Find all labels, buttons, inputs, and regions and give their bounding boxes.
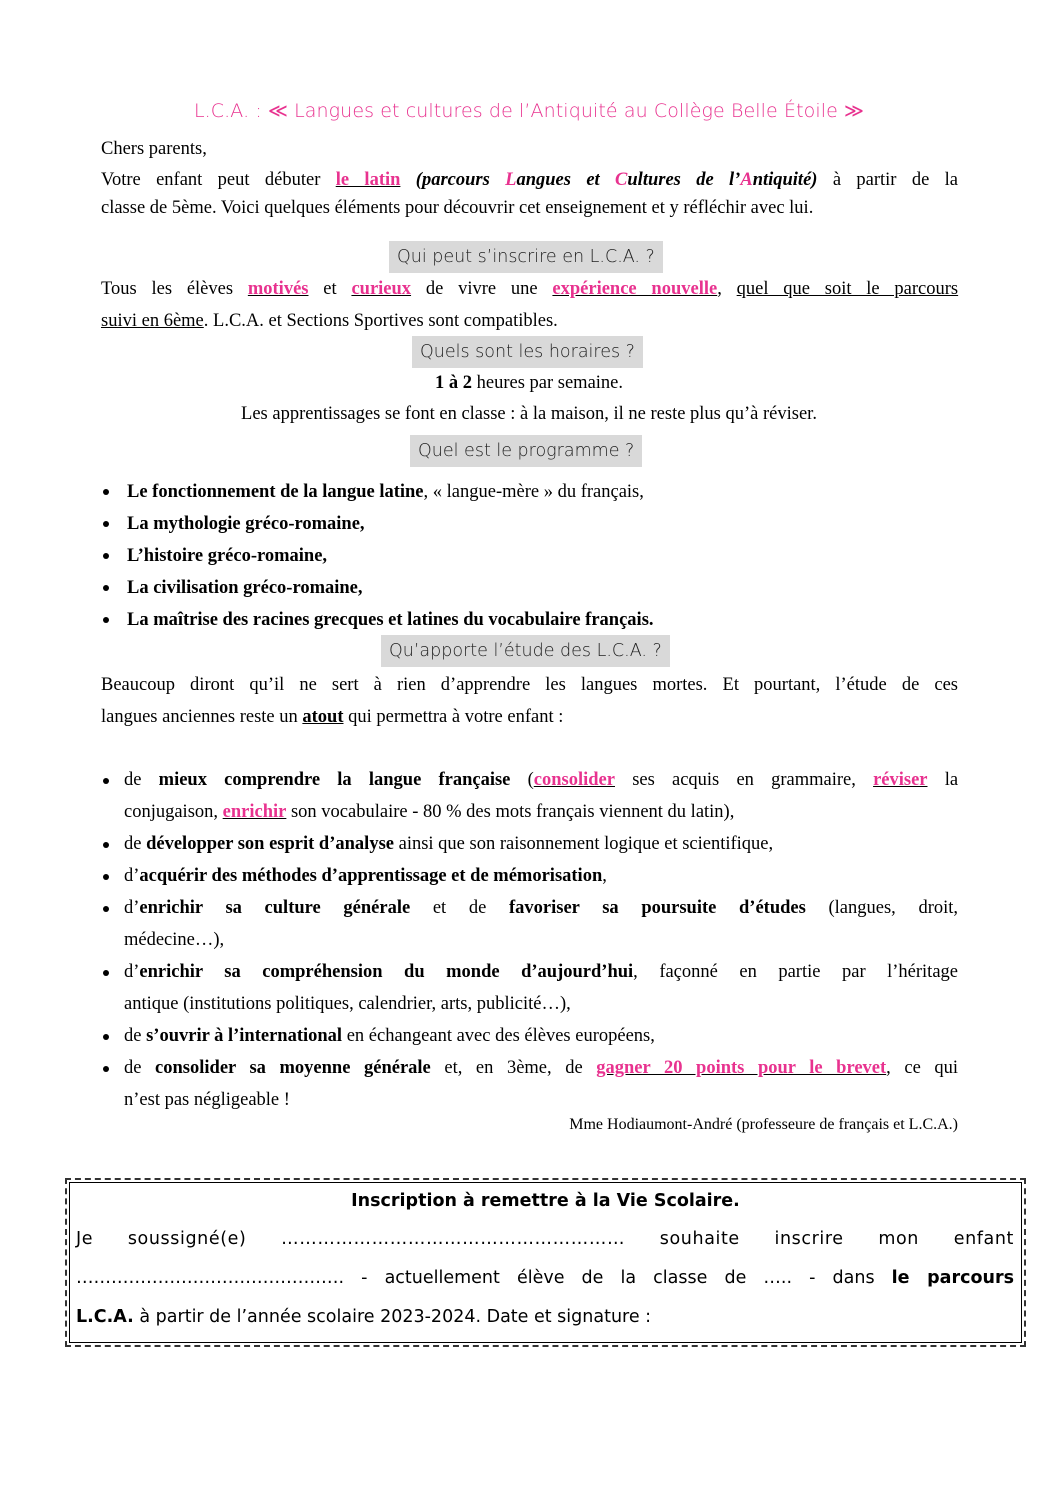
bullet-icon [103, 553, 109, 559]
hours-line-2: Les apprentissages se font en classe : à la maison, il ne reste plus qu’à réviser. [241, 404, 817, 424]
form-line-3: L.C.A. à partir de l’année scolaire 2023-2024. Date et signature : [76, 1307, 652, 1327]
bullet-icon [103, 521, 109, 527]
benefit-item-cont: antique (institutions politiques, calendrier, arts, publicité…), [124, 994, 571, 1014]
section-heading-hours: Quels sont les horaires ? [412, 336, 643, 368]
form-line-1[interactable]: Je soussigné(e) ………………………………………………… souhaite inscrire mon enfant [76, 1229, 1014, 1249]
section-heading-benefits: Qu’apporte l’étude des L.C.A. ? [381, 635, 670, 667]
name-field-dots[interactable]: ………………………………………………… [281, 1229, 626, 1249]
program-item: Le fonctionnement de la langue latine, « langue-mère » du français, [127, 482, 644, 502]
bullet-icon [103, 585, 109, 591]
benefit-item: de s’ouvrir à l’international en échangeant avec des élèves européens, [124, 1026, 655, 1046]
benefit-item-cont: médecine…), [124, 930, 225, 950]
program-item: La mythologie gréco-romaine, [127, 514, 365, 534]
bullet-icon [103, 842, 109, 848]
program-item: L’histoire gréco-romaine, [127, 546, 328, 566]
program-item: La civilisation gréco-romaine, [127, 578, 363, 598]
bullet-icon [103, 778, 109, 784]
bullet-icon [103, 1066, 109, 1072]
bullet-icon [103, 489, 109, 495]
bullet-icon [103, 874, 109, 880]
bullet-icon [103, 1034, 109, 1040]
benefit-item-cont: conjugaison, enrichir son vocabulaire - 80 % des mots français viennent du latin), [124, 802, 735, 822]
section-heading-program: Quel est le programme ? [410, 435, 642, 467]
form-line-2[interactable]: ………………………………………. - actuellement élève de la classe de ….. - dans le parcours [76, 1268, 1014, 1288]
greeting: Chers parents, [101, 139, 207, 159]
child-field-dots[interactable]: ………………………………………. [76, 1268, 345, 1288]
benefits-line-1: Beaucoup diront qu’il ne sert à rien d’apprendre les langues mortes. Et pourtant, l’étude de ces [101, 675, 958, 695]
document-title: L.C.A. : ≪ Langues et cultures de l’Antiquité au Collège Belle Étoile ≫ [193, 100, 865, 122]
intro-line-2: classe de 5ème. Voici quelques éléments pour découvrir cet enseignement et y réfléchir avec lui. [101, 198, 814, 218]
benefit-item: de mieux comprendre la langue française (consolider ses acquis en grammaire, réviser la [124, 770, 959, 790]
program-item: La maîtrise des racines grecques et latines du vocabulaire français. [127, 610, 654, 630]
hours-line-1: 1 à 2 heures par semaine. [434, 373, 624, 393]
benefit-item: d’enrichir sa compréhension du monde d’aujourd’hui, façonné en partie par l’héritage [124, 962, 958, 982]
bullet-icon [103, 906, 109, 912]
section-heading-who: Qui peut s’inscrire en L.C.A. ? [389, 241, 663, 273]
intro-line-1: Votre enfant peut débuter le latin (parcours Langues et Cultures de l’Antiquité) à partir de la [101, 170, 958, 190]
bullet-icon [103, 617, 109, 623]
bullet-icon [103, 970, 109, 976]
benefit-item-cont: n’est pas négligeable ! [124, 1090, 290, 1110]
benefits-line-2: langues anciennes reste un atout qui permettra à votre enfant : [101, 707, 564, 727]
form-title: Inscription à remettre à la Vie Scolaire. [351, 1191, 740, 1211]
benefit-item: d’acquérir des méthodes d’apprentissage et de mémorisation, [124, 866, 607, 886]
benefit-item: de développer son esprit d’analyse ainsi que son raisonnement logique et scientifique, [124, 834, 774, 854]
latin-link: le latin [335, 170, 401, 190]
benefit-item: d’enrichir sa culture générale et de favoriser sa poursuite d’études (langues, droit, [124, 898, 959, 918]
who-line-2: suivi en 6ème. L.C.A. et Sections Sportives sont compatibles. [101, 311, 558, 331]
who-line-1: Tous les élèves motivés et curieux de vivre une expérience nouvelle, quel que soit le parcours [101, 279, 959, 299]
signature: Mme Hodiaumont-André (professeure de français et L.C.A.) [569, 1116, 958, 1133]
benefit-item: de consolider sa moyenne générale et, en 3ème, de gagner 20 points pour le brevet, ce qui [124, 1058, 959, 1078]
